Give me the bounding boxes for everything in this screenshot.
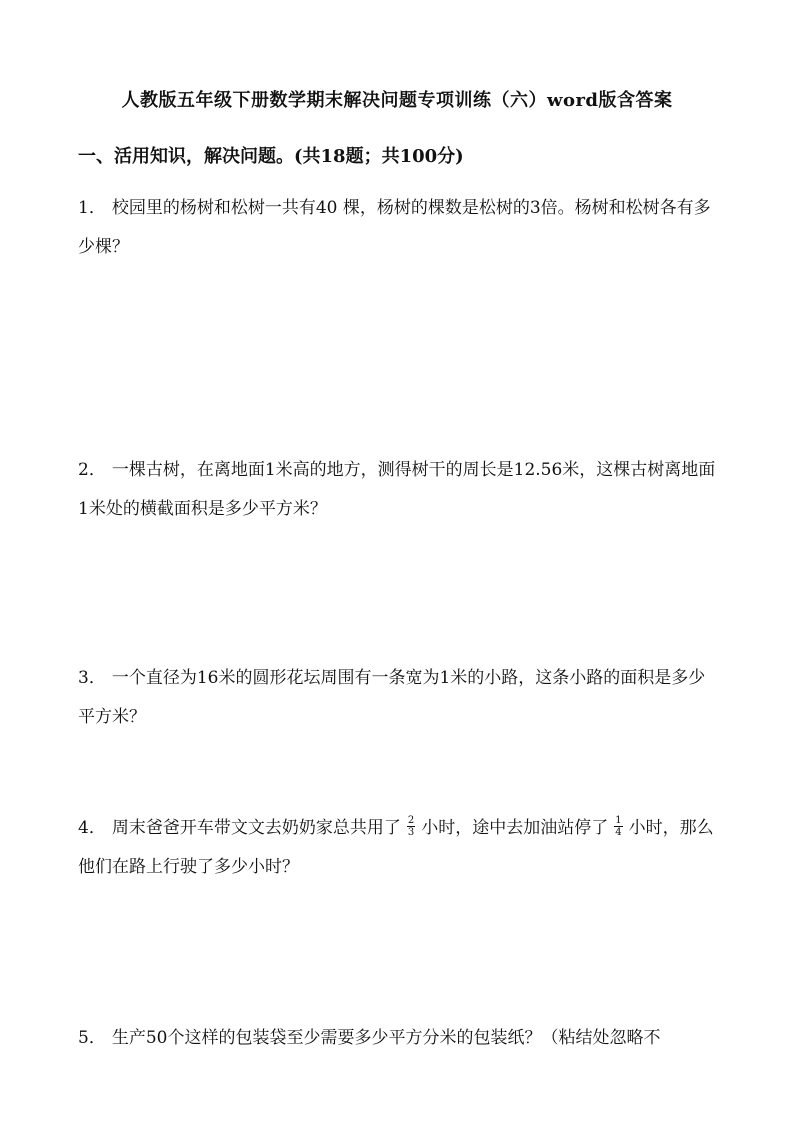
fraction-one-quarter [614, 815, 622, 838]
question-text: 一个直径为16米的圆形花坛周围有一条宽为1米的小路，这条小路的面积是多少平方米？ [78, 668, 706, 727]
question-5 [78, 1019, 718, 1058]
question-number: 1． [78, 198, 106, 218]
question-number: 4． [78, 818, 106, 838]
fraction-denominator: 4 [615, 827, 622, 838]
fraction-numerator: 2 [407, 815, 415, 826]
question-1 [78, 189, 718, 267]
question-text: 周末爸爸开车带文文去奶奶家总共用了 [111, 818, 401, 838]
question-number: 2． [78, 460, 106, 480]
question-text: 一棵古树，在离地面1米高的地方，测得树干的周长是12.56米，这棵古树离地面1米处的横截面积是多少平方米？ [78, 460, 716, 519]
question-number: 5． [78, 1028, 106, 1048]
fraction-denominator: 3 [407, 827, 415, 838]
question-number: 3． [78, 668, 106, 688]
section-heading: 一、活用知识，解决问题。(共18题；共100分) [78, 146, 464, 167]
question-3 [78, 659, 718, 737]
question-text: 小时，途中去加油站停了 [421, 818, 609, 838]
question-text: 校园里的杨树和松树一共有40 棵，杨树的棵数是松树的3倍。杨树和松树各有多少棵？ [78, 198, 711, 257]
question-4 [78, 809, 718, 887]
document-title: 人教版五年级下册数学期末解决问题专项训练（六）word版含答案 [121, 90, 673, 111]
question-text: 生产50个这样的包装袋至少需要多少平方分米的包装纸？（粘结处忽略不 [111, 1028, 661, 1048]
question-2 [78, 451, 718, 529]
question-text: 小时，那么他们在路上行驶了多少小时？ [78, 818, 714, 877]
fraction-numerator: 1 [615, 815, 622, 826]
fraction-two-thirds [407, 815, 415, 838]
